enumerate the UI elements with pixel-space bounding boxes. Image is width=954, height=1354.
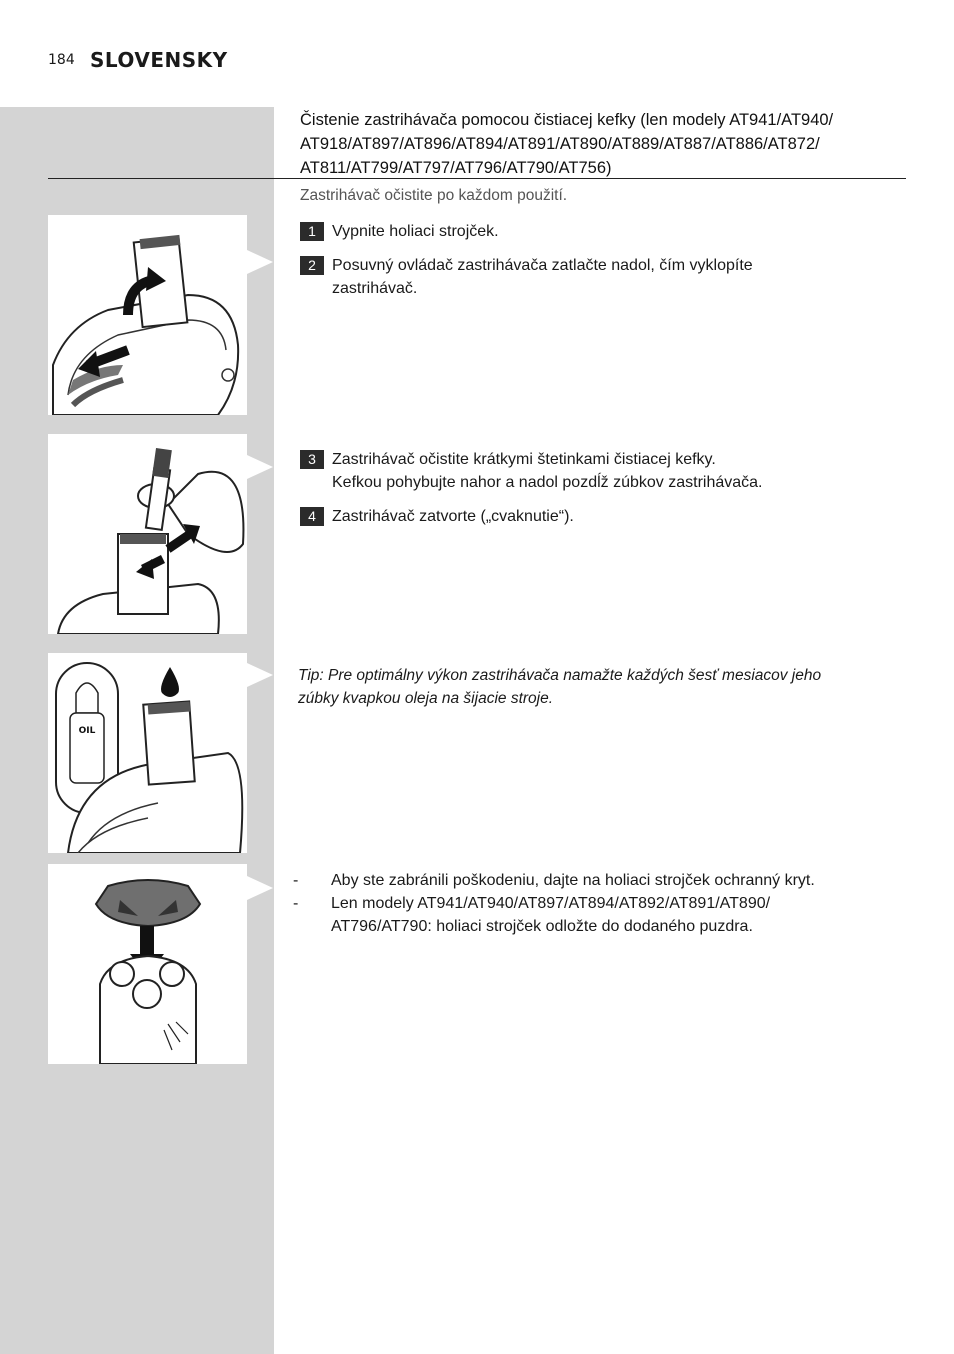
section-divider [48,178,906,179]
bullet-item [293,892,893,938]
illustration-protective-cap [48,864,247,1064]
tip-note [298,664,898,710]
tip-text-line: zúbky kvapkou oleja na šijacie stroje. [298,690,554,707]
illustration-pointer [247,455,273,479]
illustration-trimmer-open [48,215,247,415]
brush-cleaning-image [48,434,247,634]
illustration-brush-cleaning [48,434,247,634]
bullet-dash: - [293,872,299,889]
step-number-badge: 3 [300,450,324,469]
protective-cap-image [48,864,247,1064]
step-text-line: Zastrihávač zatvorte („cvaknutie“). [332,508,574,525]
page-number: 184 [48,52,75,68]
bullet-text-line: Len modely AT941/AT940/AT897/AT894/AT892/AT891/AT890/ [331,895,771,912]
step-3 [300,448,900,494]
step-text-line: Zastrihávač očistite krátkymi štetinkami čistiacej kefky. [332,451,716,468]
step-1 [300,220,900,243]
tip-text-line: Pre optimálny výkon zastrihávača namažte každých šesť mesiacov jeho [323,667,822,684]
illustration-pointer [247,250,273,274]
section-title-line: AT918/AT897/AT896/AT894/AT891/AT890/AT889/AT887/AT886/AT872/ [300,135,820,153]
illustration-oil [48,653,247,853]
section-title-line: AT811/AT799/AT797/AT796/AT790/AT756) [300,159,612,177]
oil-label: OIL [78,726,96,736]
section-title [300,108,900,180]
step-text-line: Posuvný ovládač zastrihávača zatlačte nadol, čím vyklopíte [332,257,753,274]
step-number-badge: 1 [300,222,324,241]
step-text [332,505,574,528]
step-number-badge: 4 [300,507,324,526]
step-text [332,254,753,300]
bullet-text-line: Aby ste zabránili poškodeniu, dajte na holiaci strojček ochranný kryt. [331,872,815,889]
oil-bottle-image [48,653,247,853]
bullet-item [293,869,893,892]
bullet-text [331,869,815,892]
bullet-text [331,892,770,938]
step-2 [300,254,900,300]
illustration-pointer [247,663,273,687]
intro-text: Zastrihávač očistite po každom použití. [300,187,568,204]
step-text-line: zastrihávač. [332,280,418,297]
step-text [332,448,763,494]
step-4 [300,505,900,528]
language-heading: SLOVENSKY [90,48,228,72]
bullet-dash: - [293,895,299,912]
step-text-line: Kefkou pohybujte nahor a nadol pozdĺž zúbkov zastrihávača. [332,474,763,491]
illustration-pointer [247,876,273,900]
tip-label: Tip: [298,667,324,684]
step-text [332,220,499,243]
step-text-line: Vypnite holiaci strojček. [332,223,499,240]
bullet-text-line: AT796/AT790: holiaci strojček odložte do dodaného puzdra. [331,918,753,935]
shaver-trimmer-open-image [48,215,247,415]
section-title-line: Čistenie zastrihávača pomocou čistiacej kefky (len modely AT941/AT940/ [300,111,834,129]
step-number-badge: 2 [300,256,324,275]
